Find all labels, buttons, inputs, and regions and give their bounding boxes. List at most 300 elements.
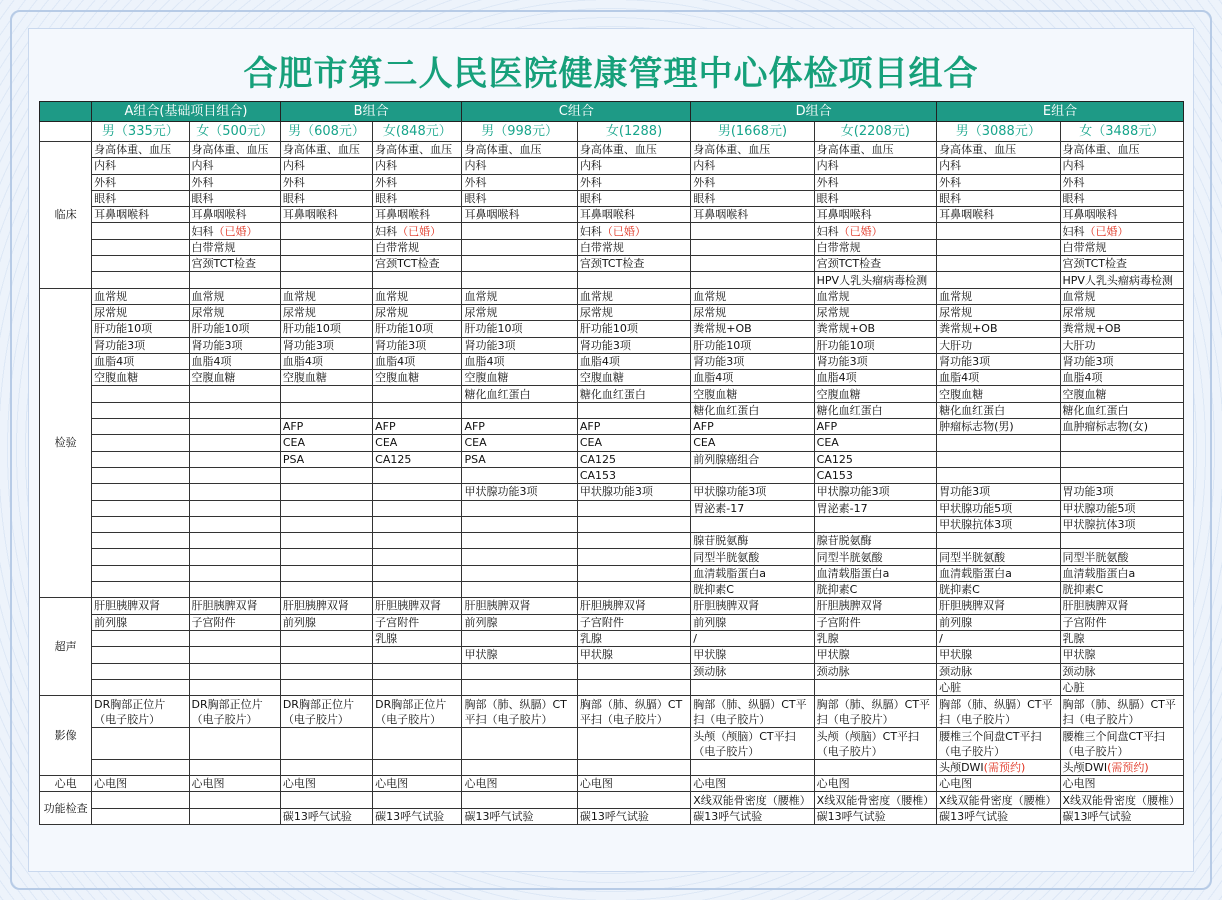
table-cell	[92, 792, 189, 808]
table-cell: CA125	[577, 451, 690, 467]
table-cell: CEA	[814, 435, 936, 451]
table-cell: 血脂4项	[462, 353, 577, 369]
table-cell	[373, 402, 462, 418]
table-cell	[373, 223, 462, 239]
table-cell: 腺苷脱氨酶	[814, 533, 936, 549]
exam-item: 妇科	[375, 224, 398, 238]
table-cell: 眼科	[373, 190, 462, 206]
table-cell: DR胸部正位片（电子胶片）	[373, 696, 462, 728]
table-cell: PSA	[462, 451, 577, 467]
table-cell: X线双能骨密度（腰椎）	[691, 792, 814, 808]
table-cell	[280, 484, 372, 500]
table-cell	[280, 630, 372, 646]
table-cell	[92, 647, 189, 663]
table-cell: 眼科	[280, 190, 372, 206]
table-cell: 肝胆胰脾双肾	[814, 598, 936, 614]
table-cell	[189, 500, 280, 516]
table-cell: 血常规	[373, 288, 462, 304]
price-header: 女(1288)	[577, 122, 690, 142]
table-cell: 血常规	[189, 288, 280, 304]
table-cell: 心电图	[577, 776, 690, 792]
table-cell: 尿常规	[462, 304, 577, 320]
table-cell: 眼科	[814, 190, 936, 206]
table-row	[40, 386, 1184, 402]
table-cell	[280, 500, 372, 516]
table-cell: 同型半胱氨酸	[937, 549, 1060, 565]
table-cell: 外科	[577, 174, 690, 190]
table-cell: 甲状腺	[462, 647, 577, 663]
table-cell	[1060, 760, 1184, 776]
table-cell: 肾功能3项	[691, 353, 814, 369]
table-cell	[373, 647, 462, 663]
table-cell: 甲状腺抗体3项	[1060, 516, 1184, 532]
table-cell: 身高体重、血压	[937, 142, 1060, 158]
table-cell: CA153	[577, 467, 690, 483]
table-cell: 身高体重、血压	[691, 142, 814, 158]
table-cell	[937, 256, 1060, 272]
table-cell: 心脏	[937, 679, 1060, 695]
table-row	[40, 321, 1184, 337]
table-cell: 白带常规	[577, 239, 690, 255]
price-header: 男（608元）	[280, 122, 372, 142]
price-header: 男（998元）	[462, 122, 577, 142]
table-cell	[373, 386, 462, 402]
table-cell: 糖化血红蛋白	[691, 402, 814, 418]
table-cell: PSA	[280, 451, 372, 467]
table-cell: 肝功能10项	[92, 321, 189, 337]
table-cell	[189, 565, 280, 581]
table-cell	[462, 256, 577, 272]
table-cell	[92, 223, 189, 239]
table-cell: 耳鼻咽喉科	[373, 207, 462, 223]
table-cell	[462, 630, 577, 646]
table-cell	[462, 272, 577, 288]
table-cell	[92, 435, 189, 451]
table-cell: 血脂4项	[814, 370, 936, 386]
table-cell: 内科	[691, 158, 814, 174]
table-cell	[462, 516, 577, 532]
table-cell: AFP	[577, 419, 690, 435]
table-cell: 肾功能3项	[189, 337, 280, 353]
table-cell: 子宫附件	[814, 614, 936, 630]
table-cell: 耳鼻咽喉科	[92, 207, 189, 223]
table-row	[40, 582, 1184, 598]
price-header: 女(848元）	[373, 122, 462, 142]
table-cell: 乳腺	[814, 630, 936, 646]
table-cell: AFP	[691, 419, 814, 435]
table-cell	[814, 223, 936, 239]
table-cell: 肝胆胰脾双肾	[937, 598, 1060, 614]
table-cell	[280, 272, 372, 288]
table-cell: 白带常规	[1060, 239, 1184, 255]
table-cell	[373, 565, 462, 581]
table-cell	[691, 223, 814, 239]
table-cell: 眼科	[462, 190, 577, 206]
table-cell	[373, 516, 462, 532]
table-cell	[189, 223, 280, 239]
table-cell: 白带常规	[814, 239, 936, 255]
table-cell	[1060, 467, 1184, 483]
exam-item: 妇科	[1062, 224, 1085, 238]
category-label-lab: 检验	[40, 288, 92, 598]
group-header: D组合	[691, 102, 937, 122]
table-cell: 甲状腺抗体3项	[937, 516, 1060, 532]
table-cell: 外科	[373, 174, 462, 190]
table-cell: 肝功能10项	[280, 321, 372, 337]
table-cell: 头颅（颅脑）CT平扫（电子胶片）	[814, 728, 936, 760]
table-row	[40, 419, 1184, 435]
table-cell	[92, 663, 189, 679]
table-cell	[937, 533, 1060, 549]
table-cell: 胸部（肺、纵膈）CT平扫（电子胶片）	[577, 696, 690, 728]
table-cell: 肝胆胰脾双肾	[92, 598, 189, 614]
table-cell: 尿常规	[577, 304, 690, 320]
table-cell: 肾功能3项	[577, 337, 690, 353]
table-cell: 肿瘤标志物(男)	[937, 419, 1060, 435]
table-cell: 内科	[1060, 158, 1184, 174]
table-row	[40, 792, 1184, 808]
table-cell: 空腹血糖	[937, 386, 1060, 402]
table-cell: 碳13呼气试验	[577, 808, 690, 824]
table-cell	[189, 663, 280, 679]
table-cell: 尿常规	[373, 304, 462, 320]
table-cell: 内科	[92, 158, 189, 174]
page-title: 合肥市第二人民医院健康管理中心体检项目组合	[243, 54, 979, 94]
table-cell: 血常规	[1060, 288, 1184, 304]
table-cell: 空腹血糖	[814, 386, 936, 402]
table-cell: AFP	[462, 419, 577, 435]
table-cell: 胱抑素C	[937, 582, 1060, 598]
table-row	[40, 467, 1184, 483]
table-cell	[1060, 451, 1184, 467]
table-cell: 子宫附件	[373, 614, 462, 630]
table-cell: 眼科	[577, 190, 690, 206]
table-cell	[92, 549, 189, 565]
table-cell	[189, 549, 280, 565]
table-cell: 身高体重、血压	[462, 142, 577, 158]
table-cell: 同型半胱氨酸	[1060, 549, 1184, 565]
table-cell: 心电图	[280, 776, 372, 792]
table-cell	[189, 272, 280, 288]
table-cell	[189, 402, 280, 418]
table-cell: 甲状腺	[1060, 647, 1184, 663]
table-cell: 身高体重、血压	[189, 142, 280, 158]
table-cell: 血脂4项	[280, 353, 372, 369]
table-cell: 身高体重、血压	[280, 142, 372, 158]
table-cell	[373, 484, 462, 500]
table-cell: 内科	[577, 158, 690, 174]
table-cell: 前列腺	[462, 614, 577, 630]
table-cell	[1060, 533, 1184, 549]
table-cell: 身高体重、血压	[373, 142, 462, 158]
married-note: （已婚）	[838, 224, 883, 238]
table-cell	[691, 467, 814, 483]
group-header: C组合	[462, 102, 691, 122]
price-header: 女（3488元）	[1060, 122, 1184, 142]
table-cell: 胱抑素C	[691, 582, 814, 598]
table-row	[40, 728, 1184, 760]
table-cell	[92, 484, 189, 500]
table-cell	[577, 516, 690, 532]
exam-item: 妇科	[191, 224, 214, 238]
booking-note: (需预约)	[1107, 761, 1149, 775]
table-cell	[280, 565, 372, 581]
table-row	[40, 256, 1184, 272]
table-cell: 乳腺	[577, 630, 690, 646]
table-cell: 心电图	[373, 776, 462, 792]
table-cell: 碳13呼气试验	[462, 808, 577, 824]
exam-item: 头颅DWI	[1062, 761, 1108, 775]
table-cell: 外科	[814, 174, 936, 190]
table-cell	[280, 663, 372, 679]
group-header: A组合(基础项目组合)	[92, 102, 281, 122]
table-cell: DR胸部正位片（电子胶片）	[92, 696, 189, 728]
table-cell	[373, 272, 462, 288]
table-cell	[189, 728, 280, 760]
table-cell	[280, 402, 372, 418]
table-row	[40, 239, 1184, 255]
table-cell: 糖化血红蛋白	[937, 402, 1060, 418]
table-cell	[814, 760, 936, 776]
table-cell: 肾功能3项	[814, 353, 936, 369]
table-cell: 血常规	[280, 288, 372, 304]
category-label-ecg: 心电	[40, 776, 92, 792]
table-cell	[937, 239, 1060, 255]
table-cell: 腰椎三个间盘CT平扫（电子胶片）	[1060, 728, 1184, 760]
married-note: （已婚）	[213, 224, 258, 238]
table-cell	[92, 582, 189, 598]
table-cell: 空腹血糖	[577, 370, 690, 386]
table-cell: /	[937, 630, 1060, 646]
group-header: B组合	[280, 102, 462, 122]
table-cell: 血脂4项	[577, 353, 690, 369]
table-cell	[280, 386, 372, 402]
table-cell	[462, 760, 577, 776]
table-cell	[577, 792, 690, 808]
table-row	[40, 174, 1184, 190]
table-cell: CEA	[373, 435, 462, 451]
table-cell: 胃功能3项	[937, 484, 1060, 500]
table-cell: 血脂4项	[691, 370, 814, 386]
table-cell: DR胸部正位片（电子胶片）	[189, 696, 280, 728]
table-cell: 血脂4项	[189, 353, 280, 369]
table-cell: 宫颈TCT检查	[373, 256, 462, 272]
table-cell: 腺苷脱氨酶	[691, 533, 814, 549]
table-cell: 粪常规+OB	[691, 321, 814, 337]
table-cell: 心电图	[1060, 776, 1184, 792]
table-cell: 前列腺	[280, 614, 372, 630]
table-row	[40, 549, 1184, 565]
table-cell	[691, 760, 814, 776]
table-cell: 粪常规+OB	[814, 321, 936, 337]
table-cell	[462, 792, 577, 808]
table-cell: 肝功能10项	[691, 337, 814, 353]
table-cell: 尿常规	[280, 304, 372, 320]
table-cell	[280, 533, 372, 549]
table-cell: 尿常规	[691, 304, 814, 320]
table-cell: 血脂4项	[1060, 370, 1184, 386]
table-cell	[577, 728, 690, 760]
table-cell	[577, 223, 690, 239]
table-cell	[462, 467, 577, 483]
table-cell: 耳鼻咽喉科	[1060, 207, 1184, 223]
table-cell: 甲状腺	[814, 647, 936, 663]
table-cell: 外科	[462, 174, 577, 190]
table-cell: 粪常规+OB	[1060, 321, 1184, 337]
table-cell	[92, 630, 189, 646]
table-cell: 血清载脂蛋白a	[691, 565, 814, 581]
married-note: （已婚）	[601, 224, 646, 238]
table-cell: 血常规	[937, 288, 1060, 304]
table-cell	[280, 728, 372, 760]
table-cell: 耳鼻咽喉科	[189, 207, 280, 223]
table-cell: 颈动脉	[937, 663, 1060, 679]
table-cell: 碳13呼气试验	[814, 808, 936, 824]
table-cell: 白带常规	[373, 239, 462, 255]
table-cell: DR胸部正位片（电子胶片）	[280, 696, 372, 728]
table-cell: 糖化血红蛋白	[814, 402, 936, 418]
table-cell: 肾功能3项	[92, 337, 189, 353]
table-cell	[462, 533, 577, 549]
group-header-row	[40, 102, 1184, 122]
table-cell	[189, 484, 280, 500]
table-cell	[92, 239, 189, 255]
package-table	[39, 101, 1184, 825]
table-cell: X线双能骨密度（腰椎）	[1060, 792, 1184, 808]
table-cell: 糖化血红蛋白	[1060, 402, 1184, 418]
table-cell: 碳13呼气试验	[691, 808, 814, 824]
table-cell	[462, 679, 577, 695]
table-cell: 前列腺癌组合	[691, 451, 814, 467]
table-cell: 血清载脂蛋白a	[1060, 565, 1184, 581]
table-row	[40, 663, 1184, 679]
table-cell	[462, 223, 577, 239]
table-cell: 甲状腺功能3项	[814, 484, 936, 500]
table-cell: 心电图	[937, 776, 1060, 792]
table-cell: 血清载脂蛋白a	[937, 565, 1060, 581]
table-cell: 胸部（肺、纵膈）CT平扫（电子胶片）	[814, 696, 936, 728]
table-cell: 甲状腺功能5项	[1060, 500, 1184, 516]
table-cell	[92, 402, 189, 418]
table-cell	[92, 467, 189, 483]
table-cell: 空腹血糖	[92, 370, 189, 386]
table-cell	[92, 565, 189, 581]
table-cell: 宫颈TCT检查	[814, 256, 936, 272]
table-cell	[92, 516, 189, 532]
table-cell	[373, 663, 462, 679]
table-row	[40, 207, 1184, 223]
table-cell	[577, 402, 690, 418]
table-cell: 外科	[92, 174, 189, 190]
table-cell: 心电图	[814, 776, 936, 792]
table-cell: 胸部（肺、纵膈）CT平扫（电子胶片）	[691, 696, 814, 728]
table-row	[40, 484, 1184, 500]
table-cell: 尿常规	[92, 304, 189, 320]
table-cell	[577, 582, 690, 598]
table-row	[40, 353, 1184, 369]
table-cell	[189, 451, 280, 467]
table-cell: 碳13呼气试验	[280, 808, 372, 824]
category-label-clinic: 临床	[40, 142, 92, 289]
table-cell: 耳鼻咽喉科	[577, 207, 690, 223]
table-cell	[814, 516, 936, 532]
table-cell: 血常规	[577, 288, 690, 304]
table-cell: 耳鼻咽喉科	[937, 207, 1060, 223]
price-header: 男（3088元）	[937, 122, 1060, 142]
table-cell: 前列腺	[937, 614, 1060, 630]
table-row	[40, 565, 1184, 581]
table-cell: AFP	[373, 419, 462, 435]
table-cell: 血脂4项	[92, 353, 189, 369]
table-row	[40, 402, 1184, 418]
table-cell: 血常规	[814, 288, 936, 304]
table-cell: 血常规	[691, 288, 814, 304]
table-cell: 身高体重、血压	[1060, 142, 1184, 158]
table-cell: 子宫附件	[577, 614, 690, 630]
table-cell: 心脏	[1060, 679, 1184, 695]
table-row	[40, 696, 1184, 728]
table-cell	[462, 239, 577, 255]
table-cell	[189, 516, 280, 532]
table-cell: 甲状腺	[691, 647, 814, 663]
table-row	[40, 142, 1184, 158]
table-cell: 肾功能3项	[1060, 353, 1184, 369]
table-cell: 身高体重、血压	[92, 142, 189, 158]
table-row	[40, 190, 1184, 206]
header-corner	[40, 122, 92, 142]
table-row	[40, 272, 1184, 288]
table-cell: 肝胆胰脾双肾	[462, 598, 577, 614]
table-cell: 内科	[189, 158, 280, 174]
table-cell	[189, 647, 280, 663]
table-cell	[92, 451, 189, 467]
table-cell: 肝胆胰脾双肾	[577, 598, 690, 614]
table-cell: 眼科	[189, 190, 280, 206]
table-cell: 空腹血糖	[462, 370, 577, 386]
table-cell: 胸部（肺、纵膈）CT平扫（电子胶片）	[937, 696, 1060, 728]
table-cell	[189, 808, 280, 824]
table-cell: 胃泌素-17	[691, 500, 814, 516]
table-cell: 尿常规	[814, 304, 936, 320]
table-cell: 眼科	[92, 190, 189, 206]
table-cell: 外科	[1060, 174, 1184, 190]
table-cell: 颈动脉	[814, 663, 936, 679]
table-cell	[691, 256, 814, 272]
table-cell: 外科	[937, 174, 1060, 190]
table-cell	[577, 565, 690, 581]
table-cell: 耳鼻咽喉科	[462, 207, 577, 223]
table-cell	[462, 582, 577, 598]
table-row	[40, 630, 1184, 646]
package-table-body	[40, 142, 1184, 825]
table-cell	[280, 760, 372, 776]
table-cell: 肝功能10项	[814, 337, 936, 353]
table-cell: CA153	[814, 467, 936, 483]
table-cell: 大肝功	[937, 337, 1060, 353]
table-cell: 甲状腺功能5项	[937, 500, 1060, 516]
table-row	[40, 500, 1184, 516]
table-cell	[937, 272, 1060, 288]
table-cell: 前列腺	[92, 614, 189, 630]
table-cell	[462, 728, 577, 760]
table-cell: 肝功能10项	[577, 321, 690, 337]
table-cell	[577, 500, 690, 516]
table-cell	[280, 549, 372, 565]
table-cell: 前列腺	[691, 614, 814, 630]
table-cell: CEA	[577, 435, 690, 451]
table-cell: 空腹血糖	[373, 370, 462, 386]
table-cell	[189, 386, 280, 402]
